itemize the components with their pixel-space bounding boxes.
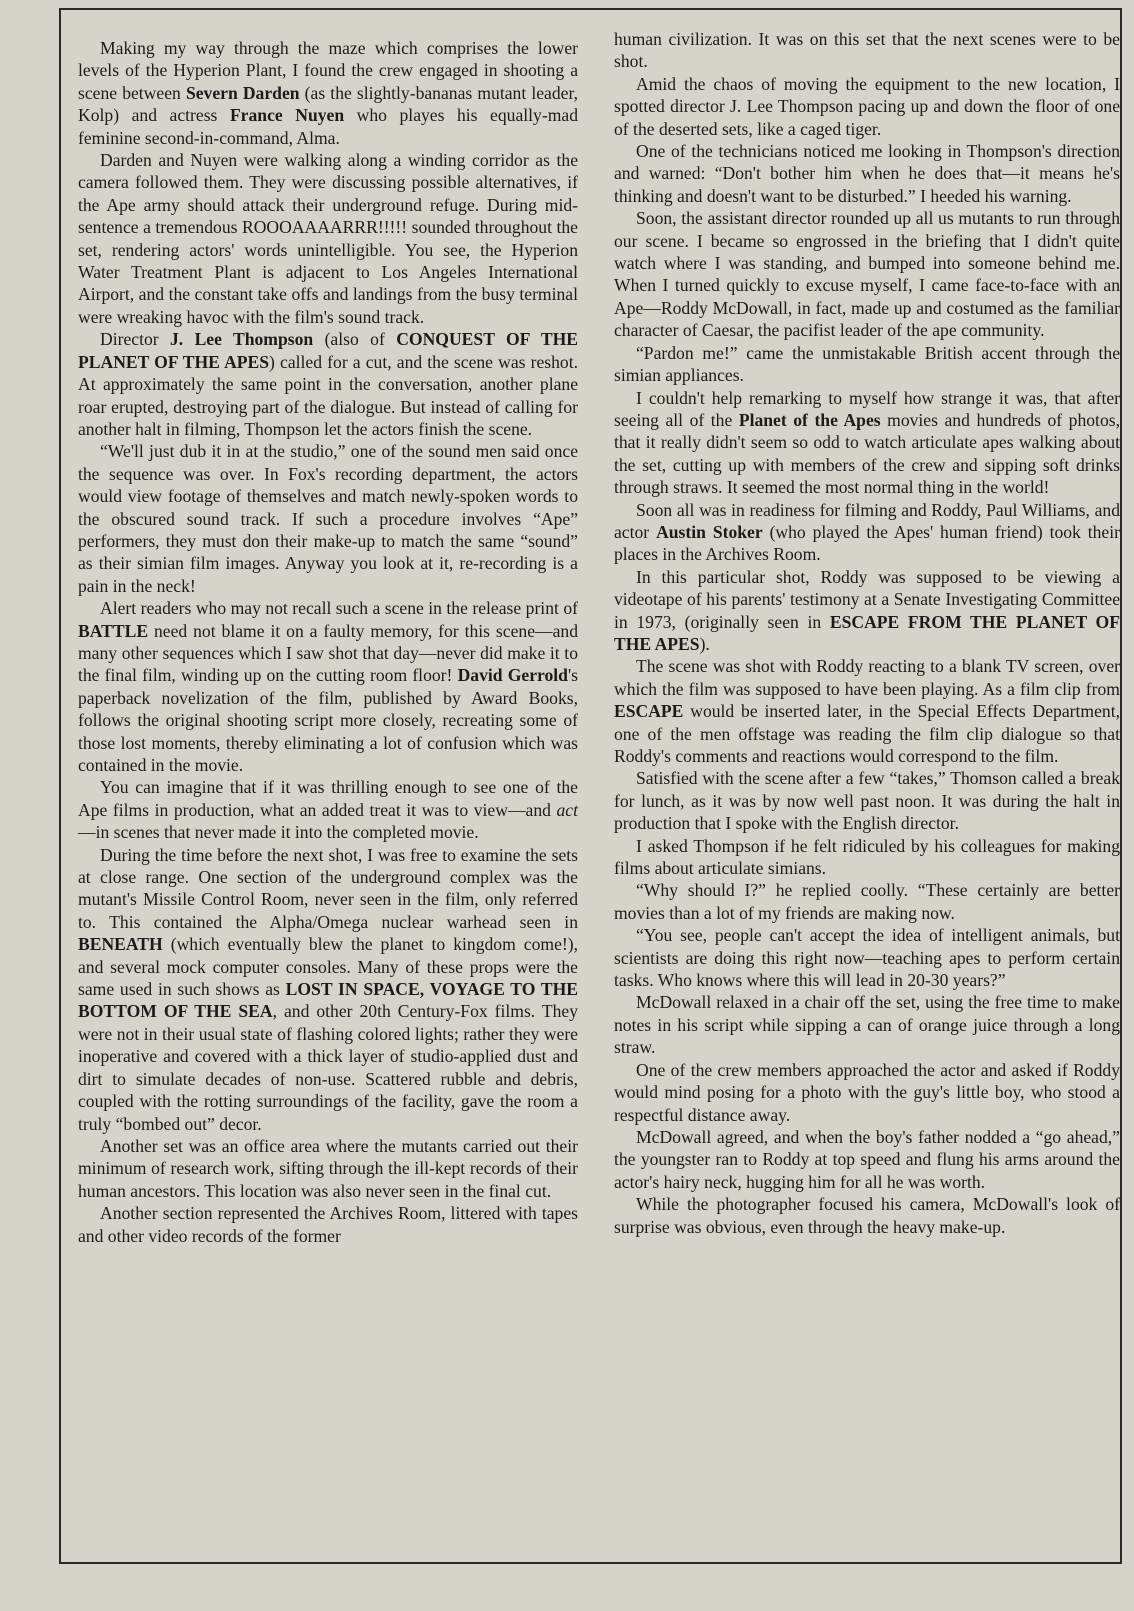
- article-paragraph: [614, 655, 1120, 767]
- bold-name: BATTLE: [78, 620, 149, 641]
- article-paragraph: [614, 73, 1120, 140]
- bold-name: Severn Darden: [185, 82, 300, 103]
- text-run: One of the technicians noticed me looking in Thompson's direction and warned: “Don't bother him when he does that—it means he's thinking and doesn't want to be disturbed.” I heeded his warning.: [614, 141, 1120, 206]
- text-run: Soon, the assistant director rounded up all us mutants to run through our scene. I became so engrossed in the briefing that I didn't quite watch where I was standing, and bumped into someone behind me. When I turned quickly to excuse myself, I came face-to-face with an Ape—Roddy McDowall, in fact, made up and costumed as the familiar character of Caesar, the pacifist leader of the ape community.: [614, 208, 1120, 341]
- bold-name: J. Lee Thompson: [170, 329, 314, 350]
- article-column-left: [78, 37, 578, 1247]
- text-run: “Pardon me!” came the unmistakable British accent through the simian appliances.: [614, 342, 1120, 386]
- text-run: (also of: [313, 329, 397, 350]
- article-paragraph: [78, 776, 578, 843]
- article-paragraph: [614, 1193, 1120, 1238]
- text-run: would be inserted later, in the Special Effects Department, one of the men offstage was reading the film clip dialogue so that Roddy's comments and reactions would correspond to the film.: [614, 701, 1120, 766]
- text-run: In this particular shot, Roddy was supposed to be viewing a videotape of his parents' testimony at a Senate Investigating Committee in 1973, (originally seen in: [614, 566, 1120, 632]
- bold-name: Planet of the Apes: [738, 409, 881, 430]
- text-run: Another section represented the Archives Room, littered with tapes and other video records of the former: [78, 1203, 578, 1246]
- article-paragraph: [614, 879, 1120, 924]
- article-paragraph: [78, 597, 578, 776]
- text-run: I couldn't help remarking to myself how strange it was, that after seeing all of the: [614, 387, 1120, 430]
- article-paragraph: [78, 1135, 578, 1202]
- text-run: human civilization. It was on this set that the next scenes were to be shot.: [614, 29, 1120, 72]
- article-paragraph: [614, 924, 1120, 991]
- text-run: “We'll just dub it in at the studio,” one of the sound men said once the sequence was over. In Fox's recording department, the actors would view footage of themselves and match newly-spoken words to the obscured sound track. If such a procedure involves “Ape” performers, they must don their make-up to match the same “sound” as their simian film images. Anyway you look at it, re-recording is a pain in the neck!: [78, 441, 578, 596]
- text-run: —in scenes that never made it into the completed movie.: [78, 822, 479, 843]
- text-run: One of the crew members approached the actor and asked if Roddy would mind posing for a photo with the guy's little boy, who stood a respectful distance away.: [614, 1059, 1120, 1125]
- article-paragraph: [78, 440, 578, 597]
- article-paragraph: [78, 37, 578, 149]
- article-column-right: [614, 28, 1120, 1238]
- article-paragraph: [614, 342, 1120, 387]
- article-paragraph: [614, 207, 1120, 341]
- text-run: During the time before the next shot, I was free to examine the sets at close range. One section of the underground complex was the mutant's Missile Control Room, never seen in the film, only referred to. This contained the Alpha/Omega nuclear warhead seen in: [78, 844, 578, 932]
- text-run: You can imagine that if it was thrilling enough to see one of the Ape films in production, what an added treat it was to view—and: [78, 777, 578, 820]
- text-run: movies and hundreds of photos, that it really didn't seem so odd to watch articulate apes walking about the set, cutting up with members of the crew and sipping soft drinks through straws. It seemed the most normal thing in the world!: [614, 409, 1120, 498]
- article-paragraph: [614, 140, 1120, 207]
- text-run: (who played the Apes' human friend) took their places in the Archives Room.: [614, 521, 1120, 565]
- text-run: Amid the chaos of moving the equipment to the new location, I spotted director J. Lee Thompson pacing up and down the floor of one of the deserted sets, like a caged tiger.: [614, 73, 1120, 139]
- text-run: Darden and Nuyen were walking along a winding corridor as the camera followed them. They were discussing possible alternatives, if the Ape army should attack their underground refuge. During mid-sentence a tremendous ROOOAAAARRR!!!!! sounded throughout the set, rendering actors' words unintelligible. You see, the Hyperion Water Treatment Plant is adjacent to Los Angeles International Airport, and the constant take offs and landings from the busy terminal were wreaking havoc with the film's sound track.: [78, 150, 578, 327]
- article-paragraph: [614, 1126, 1120, 1193]
- bold-name: David Gerrold: [457, 665, 568, 686]
- text-run: Making my way through the maze which comprises the lower levels of the Hyperion Plant, I found the crew engaged in shooting a scene between: [78, 38, 578, 103]
- article-paragraph: [614, 566, 1120, 656]
- article-paragraph: [614, 1059, 1120, 1126]
- text-run: Another set was an office area where the mutants carried out their minimum of research work, sifting through the ill-kept records of their human ancestors. This location was also never seen in the final cut.: [78, 1135, 578, 1201]
- text-run: The scene was shot with Roddy reacting to a blank TV screen, over which the film was supposed to have been playing. As a film clip from: [614, 656, 1120, 699]
- text-run: Soon all was in readiness for filming and Roddy, Paul Williams, and actor: [614, 499, 1120, 542]
- text-run: I asked Thompson if he felt ridiculed by his colleagues for making films about articulate simians.: [614, 835, 1120, 879]
- text-run: ) called for a cut, and the scene was reshot. At approximately the same point in the conversation, another plane roar erupted, destroying part of the dialogue. But instead of calling for another halt in filming, Thompson let the actors finish the scene.: [78, 351, 578, 439]
- text-run: While the photographer focused his camera, McDowall's look of surprise was obvious, even through the heavy make-up.: [614, 1194, 1120, 1237]
- text-run: McDowall agreed, and when the boy's father nodded a “go ahead,” the youngster ran to Roddy at top speed and flung his arms around the actor's hairy neck, hugging him for all he was worth.: [614, 1126, 1120, 1192]
- bold-name: ESCAPE: [614, 701, 684, 722]
- text-run: McDowall relaxed in a chair off the set, using the free time to make notes in his script while sipping a can of orange juice through a long straw.: [614, 992, 1120, 1058]
- article-paragraph: [78, 1202, 578, 1247]
- article-paragraph: [614, 387, 1120, 499]
- article-paragraph: [78, 149, 578, 328]
- article-paragraph: [614, 28, 1120, 73]
- text-run: (which eventually blew the planet to kingdom come!), and several mock computer consoles. Many of these props were the same used in such shows as: [78, 934, 578, 1000]
- text-run: (as the slightly-bananas mutant leader, Kolp) and actress: [78, 82, 579, 126]
- article-paragraph: [614, 835, 1120, 880]
- text-run: 's paperback novelization of the film, published by Award Books, follows the original shooting script more closely, recreating some of those lost moments, thereby eliminating a lot of confusion which was contained in the movie.: [78, 665, 578, 775]
- text-run: need not blame it on a faulty memory, for this scene—and many other sequences which I saw shot that day—never did make it to the final film, winding up on the cutting room floor!: [78, 620, 578, 686]
- bold-name: ESCAPE FROM THE PLANET OF THE APES: [614, 611, 1120, 654]
- bold-name: France Nuyen: [229, 105, 345, 126]
- text-run: , and other 20th Century-Fox films. They were not in their usual state of flashing colored lights; rather they were inoperative and covered with a thick layer of studio-applied dust and dirt to simulate decades of non-use. Scattered rubble and debris, coupled with the rotting surroundings of the facility, gave the room a truly “bombed out” decor.: [78, 1001, 578, 1134]
- text-run: “Why should I?” he replied coolly. “These certainly are better movies than a lot of my friends are making now.: [614, 880, 1120, 923]
- bold-name: CONQUEST OF THE PLANET OF THE APES: [78, 329, 578, 372]
- text-run: who playes his equally-mad feminine second-in-command, Alma.: [78, 105, 578, 148]
- bold-name: LOST IN SPACE, VOYAGE TO THE BOTTOM OF THE SEA: [78, 979, 578, 1022]
- bold-name: Austin Stoker: [656, 521, 763, 542]
- article-paragraph: [614, 767, 1120, 834]
- bold-name: BENEATH: [78, 934, 163, 955]
- italic-text: act: [556, 799, 578, 820]
- text-run: “You see, people can't accept the idea of intelligent animals, but scientists are doing this right now—teaching apes to perform certain tasks. Who knows where this will lead in 20-30 years?”: [614, 925, 1120, 991]
- article-paragraph: [614, 499, 1120, 566]
- text-run: Alert readers who may not recall such a scene in the release print of: [100, 598, 578, 619]
- text-run: Satisfied with the scene after a few “takes,” Thomson called a break for lunch, as it was by now well past noon. It was during the halt in production that I spoke with the English director.: [614, 768, 1120, 834]
- article-paragraph: [78, 328, 578, 440]
- text-run: ).: [699, 633, 710, 654]
- text-run: Director: [100, 329, 170, 350]
- article-paragraph: [614, 991, 1120, 1058]
- article-paragraph: [78, 844, 578, 1135]
